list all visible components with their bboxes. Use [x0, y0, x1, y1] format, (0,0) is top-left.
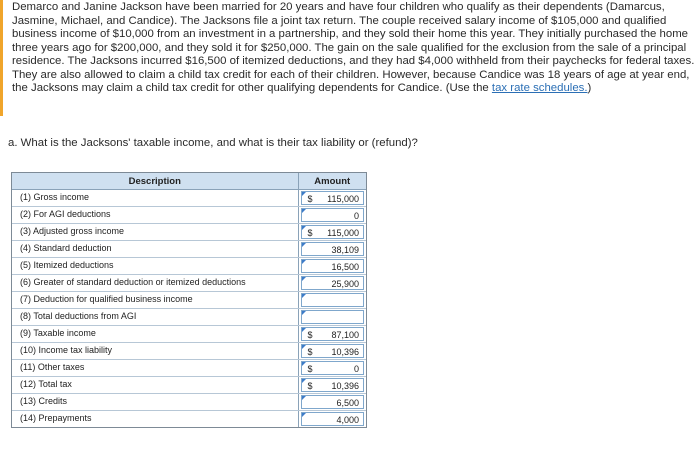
amount-value: 6,500	[336, 398, 359, 408]
row-label: (7) Deduction for qualified business income	[20, 294, 193, 304]
row-label: (5) Itemized deductions	[20, 260, 114, 270]
row-description	[12, 241, 298, 258]
currency-symbol: $	[307, 330, 313, 340]
currency-symbol: $	[307, 381, 313, 391]
row-label: (11) Other taxes	[20, 362, 85, 372]
description-header: Description	[12, 173, 298, 190]
question-text: a. What is the Jacksons' taxable income, and what is their tax liability or (refund)?	[8, 137, 418, 149]
row-amount	[298, 241, 366, 258]
row-description	[12, 411, 298, 428]
amount-input[interactable]	[301, 191, 365, 205]
amount-input[interactable]	[301, 242, 365, 256]
amount-value: 10,396	[331, 381, 359, 391]
cell-marker-icon	[302, 413, 306, 417]
row-amount	[298, 394, 366, 411]
table-row	[12, 292, 366, 309]
row-label: (2) For AGI deductions	[20, 209, 111, 219]
currency-symbol: $	[307, 228, 313, 238]
cell-marker-icon	[302, 192, 306, 196]
row-amount	[298, 343, 366, 360]
amount-value: 115,000	[327, 194, 359, 204]
table-row	[12, 241, 366, 258]
cell-marker-icon	[302, 396, 306, 400]
row-amount	[298, 411, 366, 428]
table-row	[12, 377, 366, 394]
cell-marker-icon	[302, 277, 306, 281]
amount-input[interactable]	[301, 327, 365, 341]
cell-marker-icon	[302, 260, 306, 264]
row-amount	[298, 275, 366, 292]
row-label: (1) Gross income	[20, 192, 90, 202]
row-amount	[298, 190, 366, 207]
amount-header: Amount	[298, 173, 366, 190]
table-row	[12, 275, 366, 292]
tax-rate-schedules-link[interactable]: tax rate schedules.	[491, 82, 588, 94]
row-description	[12, 275, 298, 292]
row-label: (12) Total tax	[20, 379, 72, 389]
amount-value: 16,500	[331, 262, 359, 272]
row-amount	[298, 292, 366, 309]
amount-value: 25,900	[331, 279, 359, 289]
row-amount	[298, 309, 366, 326]
row-label: (10) Income tax liability	[20, 345, 113, 355]
amount-value: 4,000	[336, 415, 359, 425]
currency-symbol: $	[307, 347, 313, 357]
amount-input[interactable]	[301, 361, 365, 375]
row-description	[12, 377, 298, 394]
table-row	[12, 190, 366, 207]
table-row	[12, 326, 366, 343]
problem-text: Demarco and Janine Jackson have been married for 20 years and have four children who qualify as their dependents (Damarcus, Jasmine, Michael, and Candice). The Jacksons file a joint tax return. The couple received salary income of $105,000 and qualified business income of $10,000 from an investment in a partnership, and they sold their home this year. They initially purchased the home three years ago for $200,000, and they sold it for $250,000. The gain on the sale qualified for the exclusion from the sale of a principal residence. The Jacksons incurred $16,500 of itemized deductions, and they had $4,000 withheld from their paychecks for federal taxes. They are also allowed to claim a child tax credit for each of their children. However, because Candice was 18 years of age at year end, the Jacksons may claim a child tax credit for other qualifying dependents for Candice. (Use the	[12, 1, 695, 94]
amount-value: 115,000	[327, 228, 359, 238]
cell-marker-icon	[302, 243, 306, 247]
row-label: (9) Taxable income	[20, 328, 96, 338]
amount-input[interactable]	[301, 276, 365, 290]
table-row	[12, 411, 366, 428]
table-row	[12, 360, 366, 377]
amount-input[interactable]	[301, 293, 365, 307]
amount-input[interactable]	[301, 395, 365, 409]
amount-value: 38,109	[331, 245, 359, 255]
table-row	[12, 343, 366, 360]
amount-input[interactable]	[301, 225, 365, 239]
tax-worksheet-table	[11, 172, 367, 428]
row-amount	[298, 360, 366, 377]
table-row	[12, 309, 366, 326]
row-amount	[298, 258, 366, 275]
amount-value: 0	[353, 211, 359, 221]
row-label: (13) Credits	[20, 396, 68, 406]
table-row	[12, 224, 366, 241]
cell-marker-icon	[302, 345, 306, 349]
cell-marker-icon	[302, 311, 306, 315]
row-description	[12, 343, 298, 360]
row-label: (3) Adjusted gross income	[20, 226, 125, 236]
cell-marker-icon	[302, 209, 306, 213]
amount-input[interactable]	[301, 344, 365, 358]
row-label: (6) Greater of standard deduction or itemized deductions	[20, 277, 246, 287]
amount-input[interactable]	[301, 208, 365, 222]
row-description	[12, 360, 298, 377]
currency-symbol: $	[307, 194, 313, 204]
cell-marker-icon	[302, 294, 306, 298]
cell-marker-icon	[302, 328, 306, 332]
amount-input[interactable]	[301, 412, 365, 426]
row-label: (4) Standard deduction	[20, 243, 112, 253]
amount-input[interactable]	[301, 378, 365, 392]
row-amount	[298, 377, 366, 394]
row-label: (8) Total deductions from AGI	[20, 311, 137, 321]
currency-symbol: $	[307, 364, 313, 374]
row-description	[12, 224, 298, 241]
row-amount	[298, 326, 366, 343]
row-description	[12, 258, 298, 275]
row-amount	[298, 224, 366, 241]
amount-input[interactable]	[301, 259, 365, 273]
row-description	[12, 394, 298, 411]
table-row	[12, 207, 366, 224]
table-row	[12, 258, 366, 275]
row-amount	[298, 207, 366, 224]
cell-marker-icon	[302, 362, 306, 366]
amount-value: 10,396	[331, 347, 359, 357]
row-description	[12, 326, 298, 343]
amount-input[interactable]	[301, 310, 365, 324]
cell-marker-icon	[302, 379, 306, 383]
row-description	[12, 190, 298, 207]
row-description	[12, 309, 298, 326]
cell-marker-icon	[302, 226, 306, 230]
row-label: (14) Prepayments	[20, 413, 92, 423]
problem-statement	[0, 0, 700, 116]
row-description	[12, 207, 298, 224]
problem-tail: )	[587, 82, 592, 94]
table-row	[12, 394, 366, 411]
row-description	[12, 292, 298, 309]
amount-value: 0	[353, 364, 359, 374]
amount-value: 87,100	[331, 330, 359, 340]
